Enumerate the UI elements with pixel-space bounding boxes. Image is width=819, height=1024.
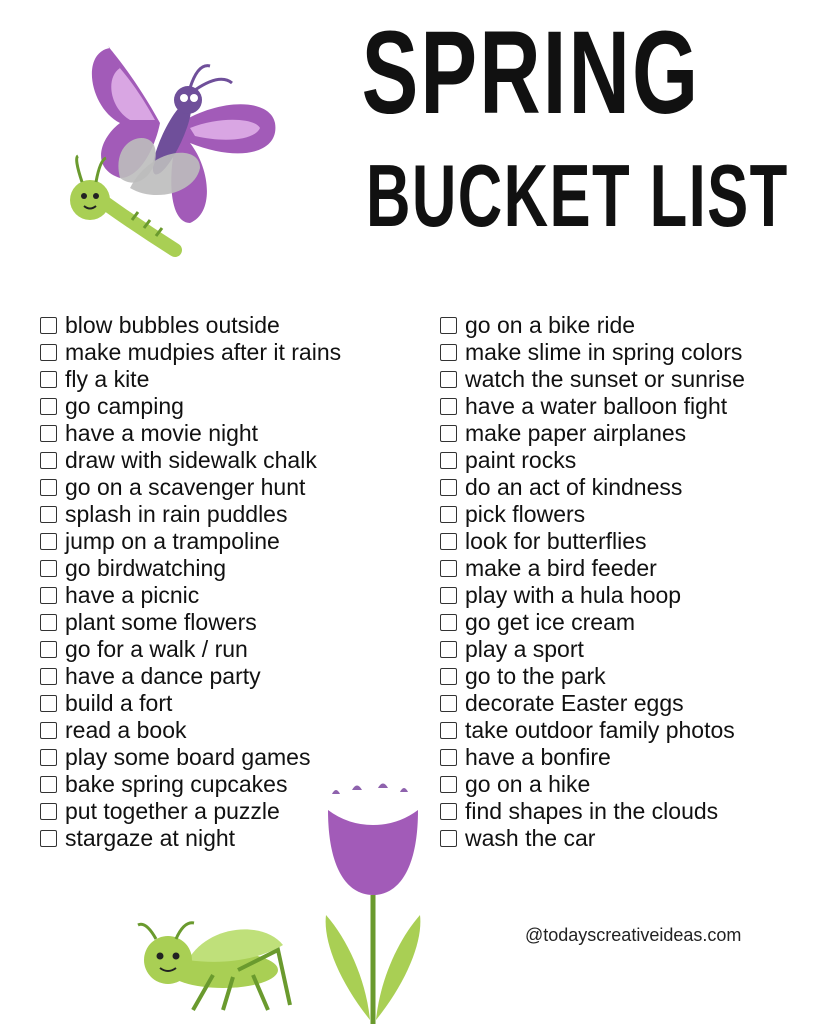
list-item-label: make slime in spring colors	[465, 339, 743, 365]
list-item-label: watch the sunset or sunrise	[465, 366, 745, 392]
list-item-label: go get ice cream	[465, 609, 636, 635]
list-item	[440, 555, 810, 582]
checkbox[interactable]	[40, 371, 57, 388]
list-item	[40, 447, 400, 474]
checkbox[interactable]	[40, 506, 57, 523]
tulip-icon	[326, 784, 421, 1024]
list-item-label: make a bird feeder	[465, 555, 657, 581]
checkbox[interactable]	[440, 317, 457, 334]
list-item-label: take outdoor family photos	[465, 717, 735, 743]
list-item	[440, 798, 810, 825]
page-title	[300, 7, 789, 245]
list-item-label: jump on a trampoline	[65, 528, 280, 554]
list-item-label: have a dance party	[65, 663, 261, 689]
tulip-illustration	[318, 780, 428, 1024]
list-item-label: have a bonfire	[465, 744, 611, 770]
list-item-label: read a book	[65, 717, 187, 743]
checkbox[interactable]	[440, 479, 457, 496]
checkbox[interactable]	[440, 614, 457, 631]
bucket-list-left	[40, 312, 400, 852]
list-item	[440, 366, 810, 393]
checkbox[interactable]	[40, 776, 57, 793]
list-item	[40, 366, 400, 393]
checkbox[interactable]	[440, 803, 457, 820]
list-item	[440, 771, 810, 798]
list-item-label: splash in rain puddles	[65, 501, 288, 527]
title-line-1: SPRING	[361, 7, 701, 139]
list-item-label: draw with sidewalk chalk	[65, 447, 317, 473]
checkbox[interactable]	[440, 776, 457, 793]
list-item	[40, 528, 400, 555]
list-item-label: play with a hula hoop	[465, 582, 682, 608]
list-item	[440, 420, 810, 447]
website-credit: @todayscreativeideas.com	[525, 925, 742, 945]
list-item-label: go on a bike ride	[465, 312, 636, 338]
list-item	[440, 501, 810, 528]
list-item	[440, 690, 810, 717]
checkbox[interactable]	[40, 452, 57, 469]
checkbox[interactable]	[440, 641, 457, 658]
butterfly-icon	[92, 46, 276, 223]
list-item-label: wash the car	[465, 825, 596, 851]
list-item-label: go to the park	[465, 663, 606, 689]
checkbox[interactable]	[440, 398, 457, 415]
list-item	[440, 744, 810, 771]
list-item-label: play some board games	[65, 744, 311, 770]
list-item	[40, 744, 400, 771]
list-item-label: stargaze at night	[65, 825, 236, 851]
checkbox[interactable]	[440, 587, 457, 604]
list-item-label: pick flowers	[465, 501, 586, 527]
list-item-label: have a picnic	[65, 582, 200, 608]
checkbox[interactable]	[440, 722, 457, 739]
butterfly-illustration	[60, 28, 290, 268]
list-item-label: plant some flowers	[65, 609, 257, 635]
list-item	[40, 582, 400, 609]
list-item	[40, 393, 400, 420]
list-item-label: go birdwatching	[65, 555, 227, 581]
checkbox[interactable]	[40, 587, 57, 604]
checkbox[interactable]	[40, 830, 57, 847]
list-item-label: decorate Easter eggs	[465, 690, 684, 716]
list-item-label: fly a kite	[65, 366, 150, 392]
checkbox[interactable]	[40, 317, 57, 334]
checkbox[interactable]	[40, 695, 57, 712]
list-item-label: build a fort	[65, 690, 173, 716]
list-item	[40, 420, 400, 447]
list-item	[40, 609, 400, 636]
checkbox[interactable]	[440, 668, 457, 685]
list-item	[40, 339, 400, 366]
checkbox[interactable]	[440, 749, 457, 766]
checkbox[interactable]	[440, 425, 457, 442]
checkbox[interactable]	[440, 344, 457, 361]
list-item	[40, 555, 400, 582]
list-item	[40, 717, 400, 744]
list-item-label: play a sport	[465, 636, 584, 662]
list-item	[440, 825, 810, 852]
checkbox[interactable]	[40, 641, 57, 658]
list-item	[440, 636, 810, 663]
list-item	[440, 312, 810, 339]
list-item	[440, 609, 810, 636]
checkbox[interactable]	[440, 371, 457, 388]
list-item	[40, 636, 400, 663]
checkbox[interactable]	[440, 695, 457, 712]
checkbox[interactable]	[440, 830, 457, 847]
list-item	[440, 474, 810, 501]
checkbox[interactable]	[440, 452, 457, 469]
checkbox[interactable]	[40, 668, 57, 685]
list-item	[440, 447, 810, 474]
checkbox[interactable]	[440, 506, 457, 523]
checkbox[interactable]	[40, 533, 57, 550]
list-item	[40, 690, 400, 717]
list-item-label: make paper airplanes	[465, 420, 687, 446]
checkbox[interactable]	[40, 560, 57, 577]
grasshopper-icon	[138, 923, 290, 1010]
checkbox[interactable]	[440, 533, 457, 550]
list-item-label: find shapes in the clouds	[465, 798, 719, 824]
grasshopper-illustration	[128, 915, 303, 1015]
list-item	[440, 663, 810, 690]
bucket-list-right	[440, 312, 810, 852]
list-item	[440, 393, 810, 420]
list-item-label: do an act of kindness	[465, 474, 683, 500]
list-item	[40, 501, 400, 528]
list-item	[40, 474, 400, 501]
list-item-label: go on a hike	[465, 771, 591, 797]
list-item-label: go camping	[65, 393, 184, 419]
list-item-label: put together a puzzle	[65, 798, 280, 824]
checkbox[interactable]	[40, 344, 57, 361]
list-item	[440, 528, 810, 555]
checkbox[interactable]	[40, 479, 57, 496]
list-item	[440, 717, 810, 744]
checkbox[interactable]	[40, 749, 57, 766]
list-item-label: make mudpies after it rains	[65, 339, 342, 365]
list-item-label: paint rocks	[465, 447, 577, 473]
list-item	[440, 339, 810, 366]
list-item-label: go on a scavenger hunt	[65, 474, 306, 500]
checkbox[interactable]	[40, 803, 57, 820]
list-item-label: go for a walk / run	[65, 636, 248, 662]
list-item-label: look for butterflies	[465, 528, 647, 554]
checkbox[interactable]	[40, 614, 57, 631]
checkbox[interactable]	[40, 722, 57, 739]
checkbox[interactable]	[440, 560, 457, 577]
checkbox[interactable]	[40, 425, 57, 442]
list-item-label: have a water balloon fight	[465, 393, 728, 419]
checkbox[interactable]	[40, 398, 57, 415]
list-item-label: bake spring cupcakes	[65, 771, 288, 797]
title-line-2: BUCKET LIST	[366, 146, 789, 245]
list-item-label: blow bubbles outside	[65, 312, 280, 338]
list-item-label: have a movie night	[65, 420, 259, 446]
list-item	[440, 582, 810, 609]
list-item	[40, 312, 400, 339]
list-item	[40, 663, 400, 690]
